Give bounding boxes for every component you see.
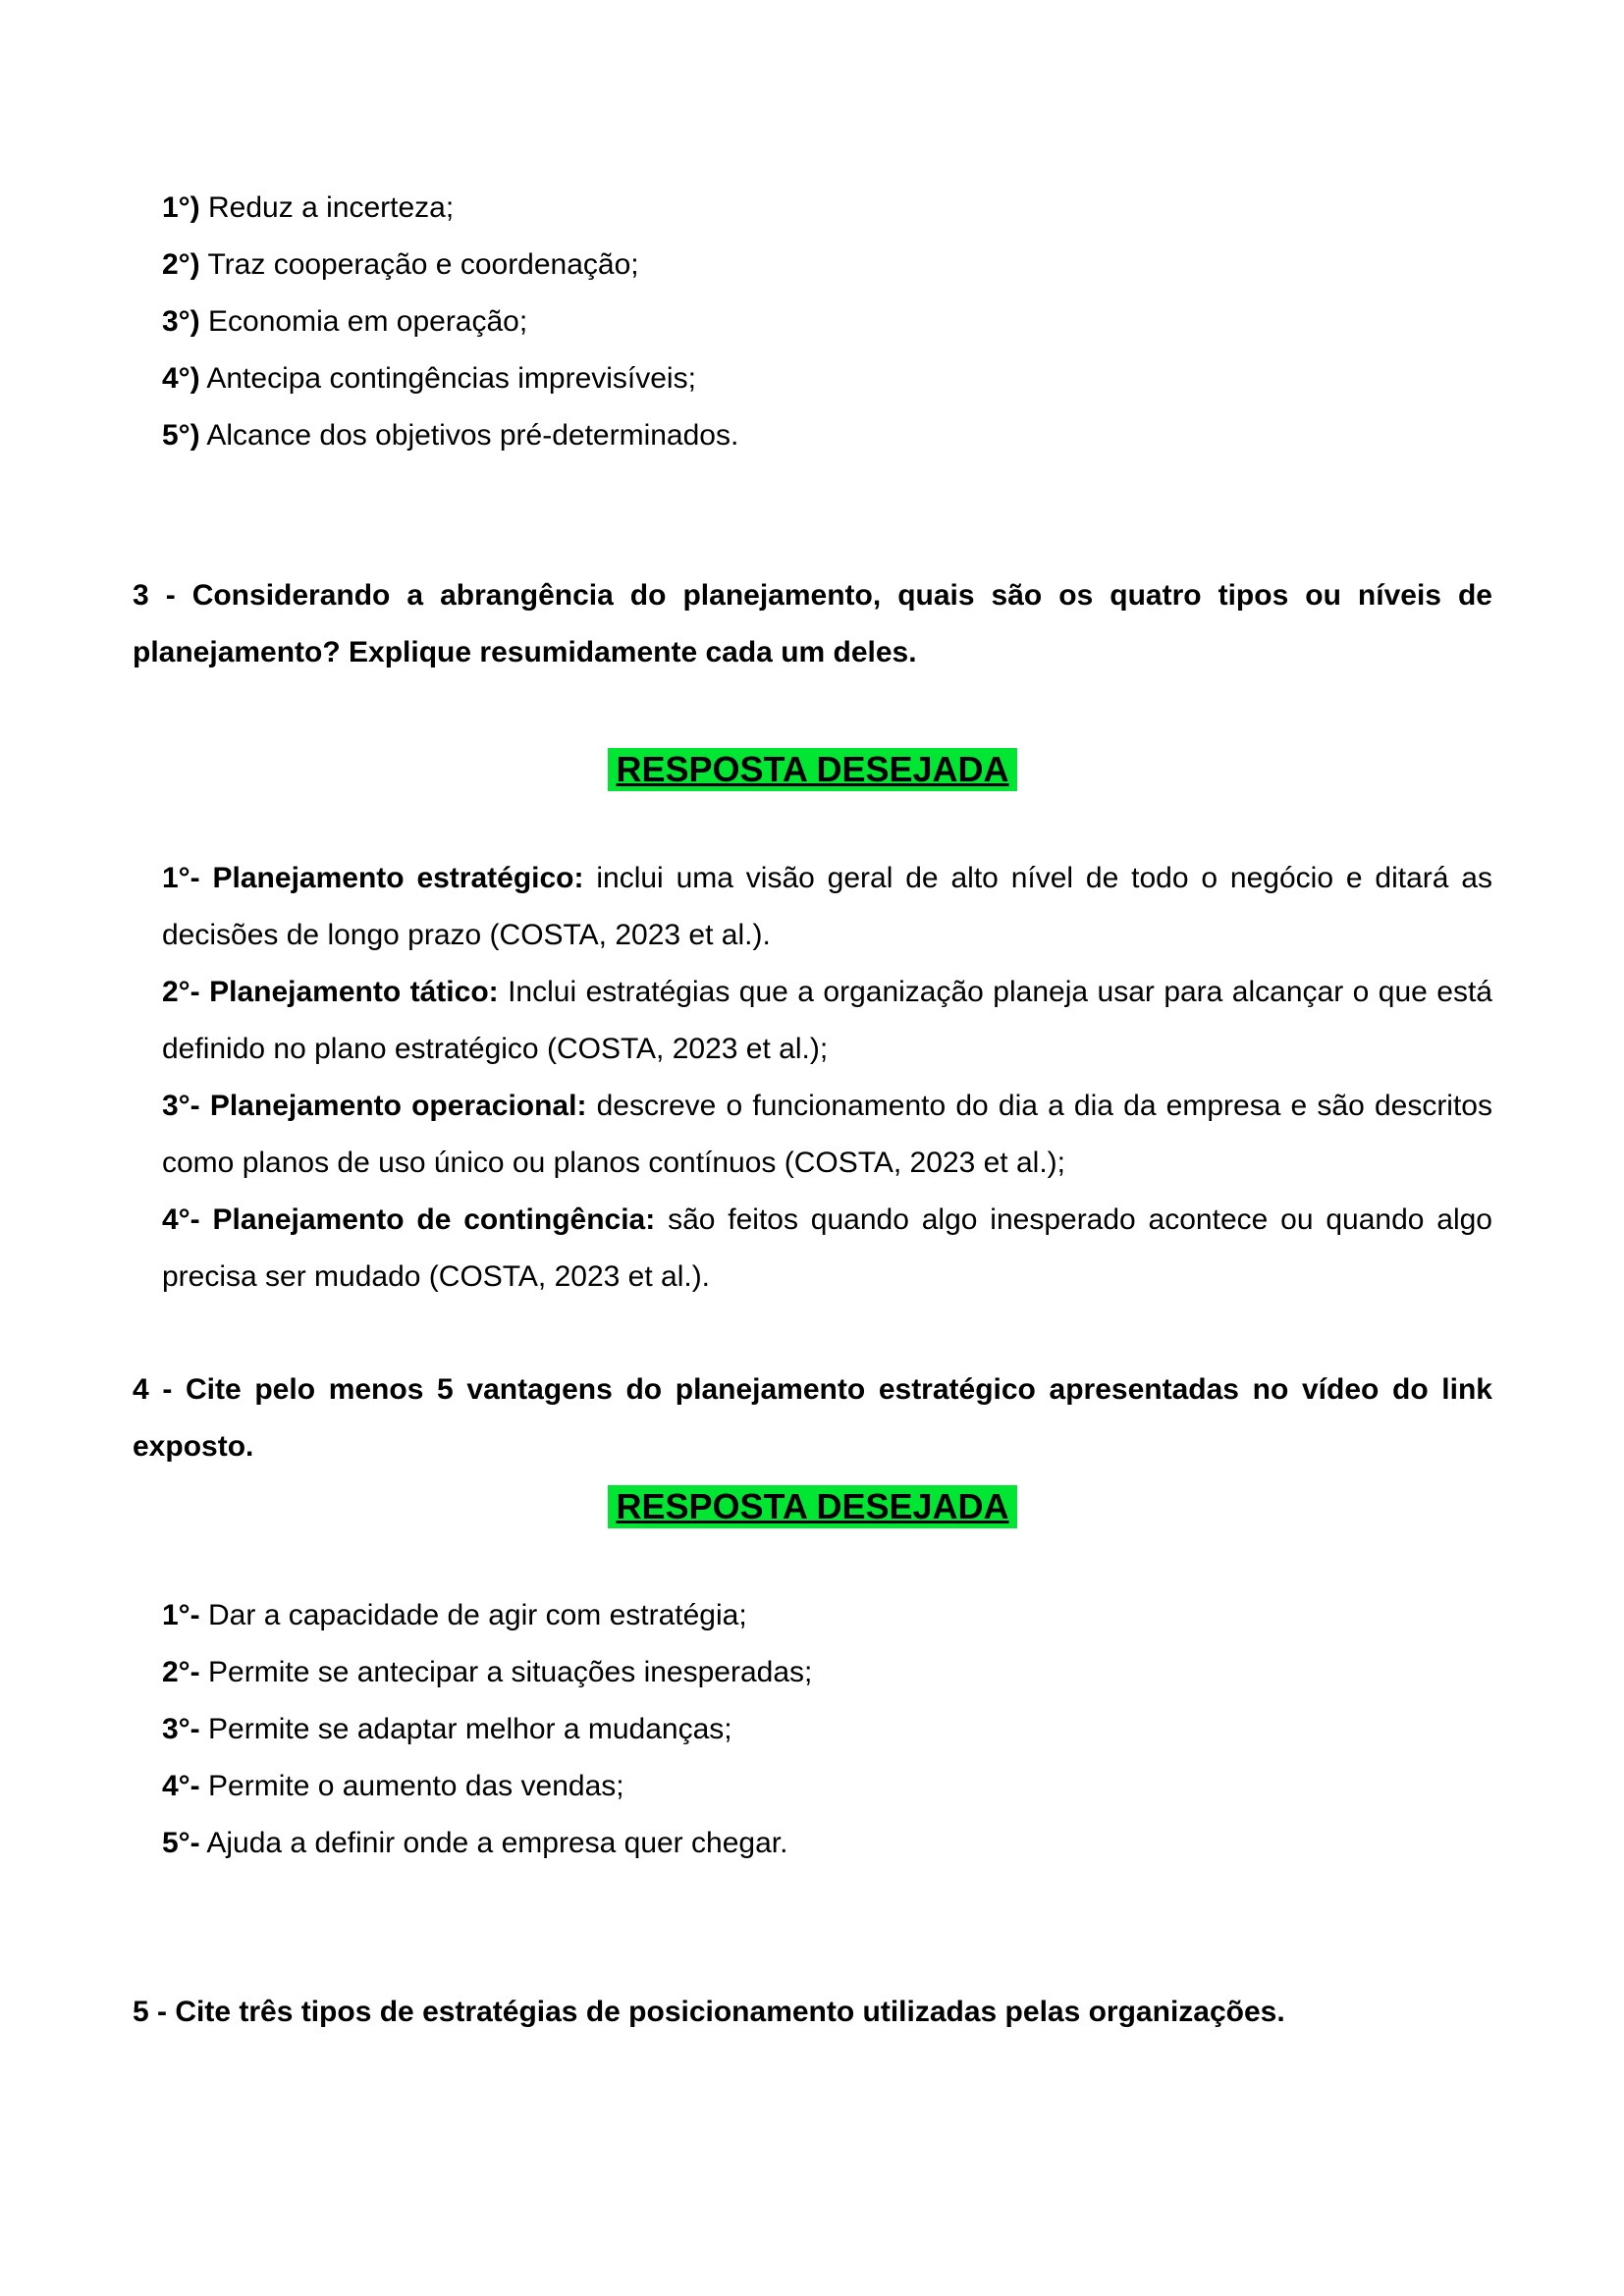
list-item-text: Traz cooperação e coordenação; (207, 248, 639, 281)
list-item (162, 1758, 1492, 1815)
answer-text: são feitos quando algo inesperado acontece ou quando algo precisa ser mudado (COSTA, 2023 et al.). (162, 1203, 1492, 1293)
list-item-text: Alcance dos objetivos pré-determinados. (206, 419, 739, 452)
list-item-number: 3°- (162, 1713, 200, 1745)
list-item (162, 350, 1492, 407)
resposta-highlight: RESPOSTA DESEJADA (608, 1485, 1016, 1528)
list-item (162, 1701, 1492, 1758)
answer-text: Inclui estratégias que a organização planeja usar para alcançar o que está definido no plano estratégico (COSTA, 2023 et al.); (162, 976, 1492, 1065)
list-item (162, 1587, 1492, 1644)
answer-text: descreve o funcionamento do dia a dia da empresa e são descritos como planos de uso único ou planos contínuos (COSTA, 2023 et al.); (162, 1090, 1492, 1179)
question-5: 5 - Cite três tipos de estratégias de posicionamento utilizadas pelas organizações. (133, 1996, 1285, 2028)
list-item-text: Permite se antecipar a situações inesperadas; (208, 1656, 813, 1688)
list-item-number: 1°- (162, 1599, 200, 1631)
resposta-desejada-heading (133, 1481, 1492, 1538)
question-3: 3 - Considerando a abrangência do planejamento, quais são os quatro tipos ou níveis de planejamento? Explique resumidamente cada um deles. (133, 579, 1492, 668)
list-item-text: Permite se adaptar melhor a mudanças; (208, 1713, 732, 1745)
list-item-number: 5°) (162, 419, 200, 452)
list-item (162, 294, 1492, 350)
list-item-number: 3°) (162, 305, 200, 338)
list-item-number: 4°) (162, 362, 200, 395)
answer-lead: 2°- Planejamento tático: (162, 976, 499, 1008)
list-item (162, 407, 1492, 464)
question-4: 4 - Cite pelo menos 5 vantagens do planejamento estratégico apresentadas no vídeo do link exposto. (133, 1373, 1492, 1463)
list-item (162, 1644, 1492, 1701)
resposta-highlight: RESPOSTA DESEJADA (608, 748, 1016, 791)
answer-paragraph (162, 1192, 1492, 1306)
answers-question-3 (133, 850, 1492, 1306)
answers-question-4 (133, 1587, 1492, 1872)
list-item-text: Ajuda a definir onde a empresa quer chegar. (206, 1827, 788, 1859)
list-item-number: 4°- (162, 1770, 200, 1802)
list-item-number: 1°) (162, 191, 200, 224)
list-item (162, 1815, 1492, 1872)
answer-lead: 1°- Planejamento estratégico: (162, 862, 584, 894)
answer-lead: 3°- Planejamento operacional: (162, 1090, 587, 1122)
list-item (162, 237, 1492, 294)
list-item-text: Antecipa contingências imprevisíveis; (206, 362, 696, 395)
answer-paragraph (162, 1078, 1492, 1192)
list-item-number: 5°- (162, 1827, 200, 1859)
answer-paragraph (162, 850, 1492, 964)
list-item-text: Economia em operação; (208, 305, 528, 338)
answer-paragraph (162, 964, 1492, 1078)
list-item-number: 2°) (162, 248, 200, 281)
answer-lead: 4°- Planejamento de contingência: (162, 1203, 656, 1236)
list-item (162, 180, 1492, 237)
list-item-text: Permite o aumento das vendas; (208, 1770, 624, 1802)
intro-list (133, 180, 1492, 464)
list-item-number: 2°- (162, 1656, 200, 1688)
list-item-text: Reduz a incerteza; (208, 191, 455, 224)
resposta-desejada-heading (133, 744, 1492, 801)
answer-text: inclui uma visão geral de alto nível de todo o negócio e ditará as decisões de longo prazo (COSTA, 2023 et al.). (162, 862, 1492, 951)
list-item-text: Dar a capacidade de agir com estratégia; (208, 1599, 747, 1631)
